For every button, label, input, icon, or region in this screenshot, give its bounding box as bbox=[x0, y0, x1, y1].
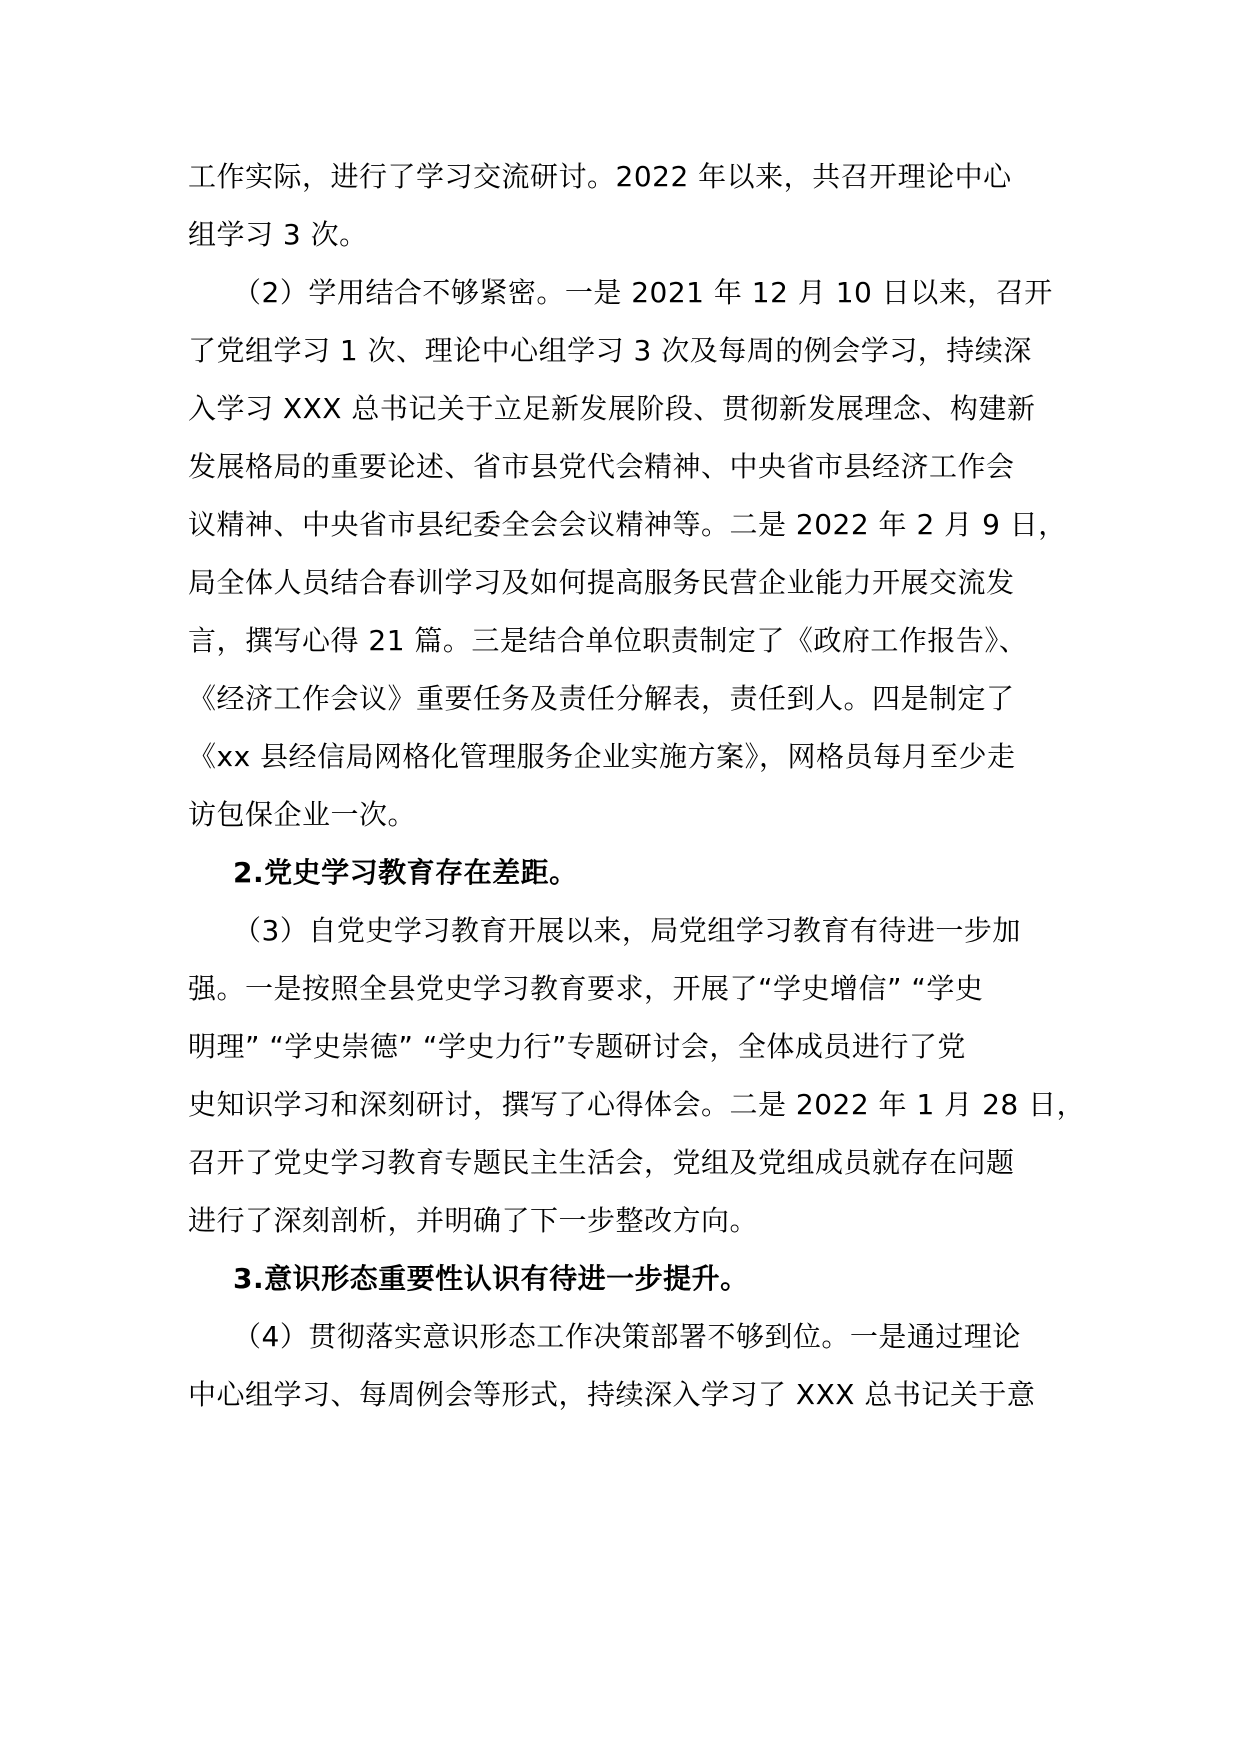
text-line: 发展格局的重要论述、省市县党代会精神、中央省市县经济工作会 bbox=[188, 450, 1015, 483]
text-line: 《xx 县经信局网格化管理服务企业实施方案》，网格员每月至少走 bbox=[188, 740, 1016, 773]
text-line: 访包保企业一次。 bbox=[188, 798, 417, 831]
paragraph-start-line: （2）学用结合不够紧密。一是 2021 年 12 月 10 日以来，召开 bbox=[233, 276, 1053, 309]
text-line: 工作实际，进行了学习交流研讨。2022 年以来，共召开理论中心 bbox=[188, 160, 1012, 193]
text-line: 中心组学习、每周例会等形式，持续深入学习了 XXX 总书记关于意 bbox=[188, 1378, 1036, 1411]
text-line: 强。一是按照全县党史学习教育要求，开展了“学史增信” “学史 bbox=[188, 972, 984, 1005]
text-line: 组学习 3 次。 bbox=[188, 218, 368, 251]
text-line: 言，撰写心得 21 篇。三是结合单位职责制定了《政府工作报告》、 bbox=[188, 624, 1028, 657]
text-line: 《经济工作会议》重要任务及责任分解表，责任到人。四是制定了 bbox=[188, 682, 1015, 715]
text-line: 议精神、中央省市县纪委全会会议精神等。二是 2022 年 2 月 9 日， bbox=[188, 508, 1067, 541]
text-line: 召开了党史学习教育专题民主生活会，党组及党组成员就存在问题 bbox=[188, 1146, 1015, 1179]
text-line: 明理” “学史崇德” “学史力行”专题研讨会，全体成员进行了党 bbox=[188, 1030, 966, 1063]
text-line: 局全体人员结合春训学习及如何提高服务民营企业能力开展交流发 bbox=[188, 566, 1015, 599]
section-heading: 3.意识形态重要性认识有待进一步提升。 bbox=[233, 1262, 749, 1295]
paragraph-start-line: （3）自党史学习教育开展以来，局党组学习教育有待进一步加 bbox=[233, 914, 1021, 947]
text-line: 了党组学习 1 次、理论中心组学习 3 次及每周的例会学习，持续深 bbox=[188, 334, 1032, 367]
paragraph-start-line: （4）贯彻落实意识形态工作决策部署不够到位。一是通过理论 bbox=[233, 1320, 1021, 1353]
text-line: 进行了深刻剖析，并明确了下一步整改方向。 bbox=[188, 1204, 759, 1237]
text-line: 入学习 XXX 总书记关于立足新发展阶段、贯彻新发展理念、构建新 bbox=[188, 392, 1036, 425]
section-heading: 2.党史学习教育存在差距。 bbox=[233, 856, 578, 889]
text-line: 史知识学习和深刻研讨，撰写了心得体会。二是 2022 年 1 月 28 日， bbox=[188, 1088, 1086, 1121]
